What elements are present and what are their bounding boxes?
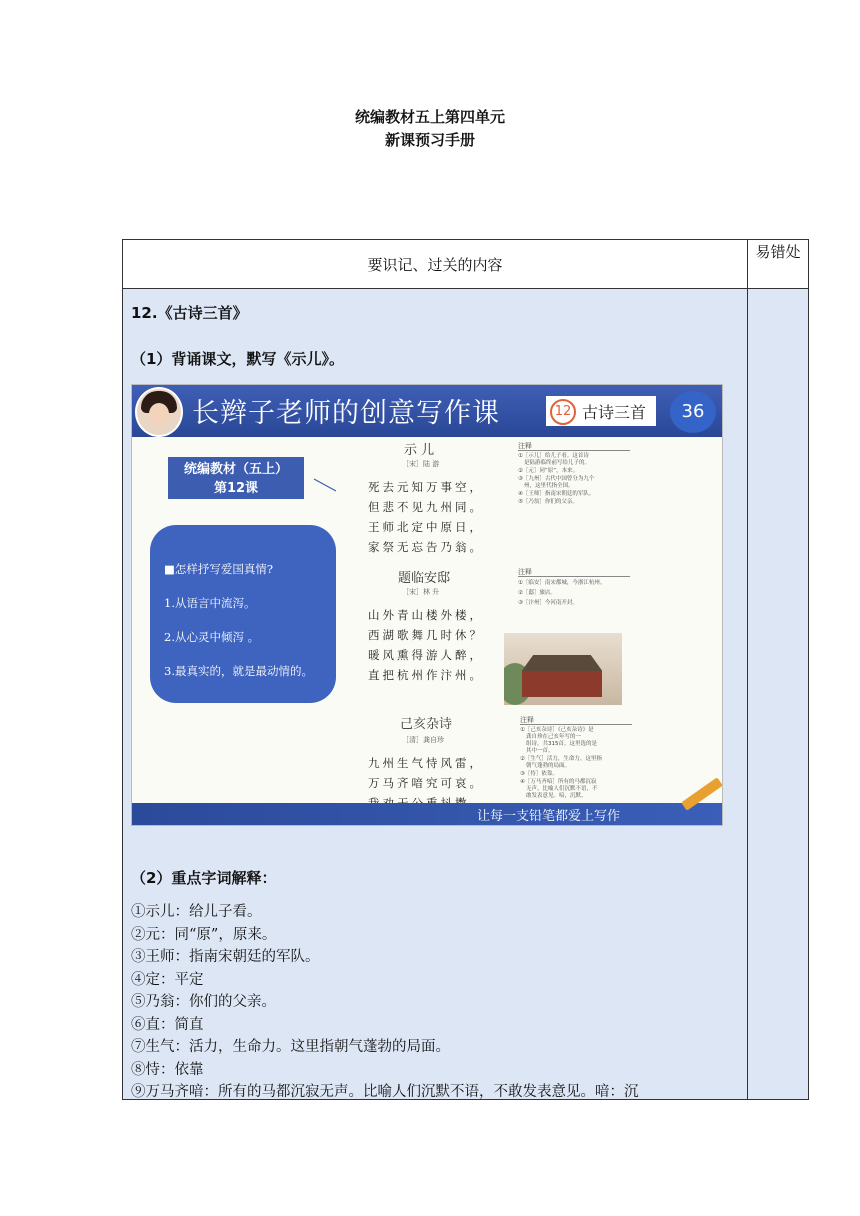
footer-slogan: 让每一支铅笔都爱上写作 xyxy=(477,809,621,824)
poem-line: 九州生气恃风雷， xyxy=(368,756,484,770)
note-line: 龚自珍在己亥年写的一 xyxy=(526,734,582,740)
lesson-tag-text: 古诗三首 xyxy=(582,403,647,422)
note-line: ③［九州］古代中国曾分为九个 xyxy=(518,476,595,482)
bubble-item: 1.从语言中流泻。 xyxy=(164,596,256,610)
ancient-building-illustration xyxy=(504,633,622,705)
note-heading: 注释 xyxy=(518,442,532,450)
connector-line xyxy=(312,477,338,493)
textbook-page xyxy=(364,437,720,803)
poem-line: 西湖歌舞几时休？ xyxy=(368,628,484,642)
bubble-item: 2.从心灵中倾泻 。 xyxy=(164,630,260,644)
vocab-note: ⑨万马齐喑：所有的马都沉寂无声。比喻人们沉默不语，不敢发表意见。喑：沉 xyxy=(131,1084,639,1100)
slide-banner xyxy=(132,385,722,437)
poem-line: 死去元知万事空， xyxy=(368,480,484,494)
header-side: 易错处 xyxy=(748,240,809,289)
page-number-badge: 36 xyxy=(670,391,716,433)
lesson-box-line1: 统编教材（五上） xyxy=(183,462,288,477)
note-line: ②［生气］活力，生命力。这里指 xyxy=(520,756,602,762)
vocab-notes xyxy=(131,901,639,1104)
slide-footer xyxy=(132,803,722,825)
vocab-note: ①示儿：给儿子看。 xyxy=(131,904,262,920)
bubble-item: ■怎样抒写爱国真情? xyxy=(164,562,274,576)
note-line: 朝气蓬勃的局面。 xyxy=(526,763,571,769)
poem-line: 家祭无忘告乃翁。 xyxy=(368,540,484,554)
poem-line: 山外青山楼外楼， xyxy=(368,608,484,622)
teacher-avatar xyxy=(135,387,183,437)
note-line: ①［临安］南宋都城，今浙江杭州。 xyxy=(518,580,606,586)
doc-title: 统编教材五上第四单元 xyxy=(354,108,505,126)
note-heading: 注释 xyxy=(520,716,534,724)
lesson-tag xyxy=(546,396,656,426)
error-notes-cell xyxy=(748,289,809,1100)
poem-line: 暖风熏得游人醉， xyxy=(368,648,484,662)
question-1: （1）背诵课文，默写《示儿》。 xyxy=(131,350,344,368)
bubble-item: 3.最真实的，就是最动情的。 xyxy=(164,664,313,678)
note-line: 敢发表意见。喑，沉默。 xyxy=(526,793,587,799)
poem-line: 但悲不见九州同。 xyxy=(368,500,484,514)
note-line: 州，这里代指全国。 xyxy=(524,483,574,489)
note-line: ①［己亥杂诗］《己亥杂诗》是 xyxy=(520,727,594,733)
note-line: 组诗，共315首。这里选的是 xyxy=(526,741,597,747)
vocab-note: ⑥直：简直 xyxy=(131,1016,204,1033)
banner-title: 长辫子老师的创意写作课 xyxy=(192,398,500,429)
header-main: 要识记、过关的内容 xyxy=(123,240,748,289)
poem-title: 题临安邸 xyxy=(398,571,451,586)
vocab-note: ⑦生气：活力，生命力。这里指朝气蓬勃的局面。 xyxy=(131,1039,450,1055)
vocab-note: ④定：平定 xyxy=(131,971,204,988)
poem-line: 王师北定中原日， xyxy=(368,520,484,534)
tips-bubble xyxy=(150,525,336,703)
poem-author: ［宋］林 升 xyxy=(402,588,440,596)
note-line: ③［恃］依靠。 xyxy=(520,771,558,777)
note-line: 是陆游临终前写给儿子的。 xyxy=(524,460,591,466)
note-line: ④［王师］指南宋朝廷的军队。 xyxy=(518,491,595,497)
note-line: 无声。比喻人们沉默不语，不 xyxy=(526,786,598,792)
content-table xyxy=(122,239,809,1100)
note-line: ③［汴州］今河南开封。 xyxy=(518,600,578,606)
doc-subtitle: 新课预习手册 xyxy=(384,131,475,149)
poem-line: 直把杭州作汴州。 xyxy=(368,668,484,682)
lesson-tag-number: 12 xyxy=(550,399,576,425)
courseware-slide-image xyxy=(131,384,723,826)
lesson-heading: 12.《古诗三首》 xyxy=(131,304,248,322)
content-cell xyxy=(123,289,748,1100)
vocab-note: ②元：同“原”，原来。 xyxy=(131,926,277,943)
lesson-box-line2: 第12课 xyxy=(213,481,259,496)
vocab-note: ⑤乃翁：你们的父亲。 xyxy=(131,994,276,1010)
note-line: ⑤［乃翁］你们的父亲。 xyxy=(518,499,578,505)
poem-title: 己亥杂诗 xyxy=(400,717,453,732)
poem-author: ［清］龚自珍 xyxy=(402,736,444,744)
note-line: ②［元］同“原”，本来。 xyxy=(518,468,579,474)
note-line: ①［示儿］给儿子看。这首诗 xyxy=(518,453,589,459)
note-line: ④［万马齐喑］所有的马都沉寂 xyxy=(520,779,597,785)
note-line: ②［邸］旅店。 xyxy=(518,590,556,596)
poem-author: ［宋］陆 游 xyxy=(402,460,440,468)
question-2: （2）重点字词解释： xyxy=(131,869,277,887)
note-heading: 注释 xyxy=(518,568,532,576)
vocab-note: ⑧恃：依靠 xyxy=(131,1061,204,1078)
poem-title: 示 儿 xyxy=(404,443,435,458)
vocab-note: ③王师：指南宋朝廷的军队。 xyxy=(131,949,320,965)
poem-line: 万马齐喑究可哀。 xyxy=(368,776,484,790)
lesson-box xyxy=(168,457,304,499)
note-line: 其中一首。 xyxy=(526,748,554,754)
